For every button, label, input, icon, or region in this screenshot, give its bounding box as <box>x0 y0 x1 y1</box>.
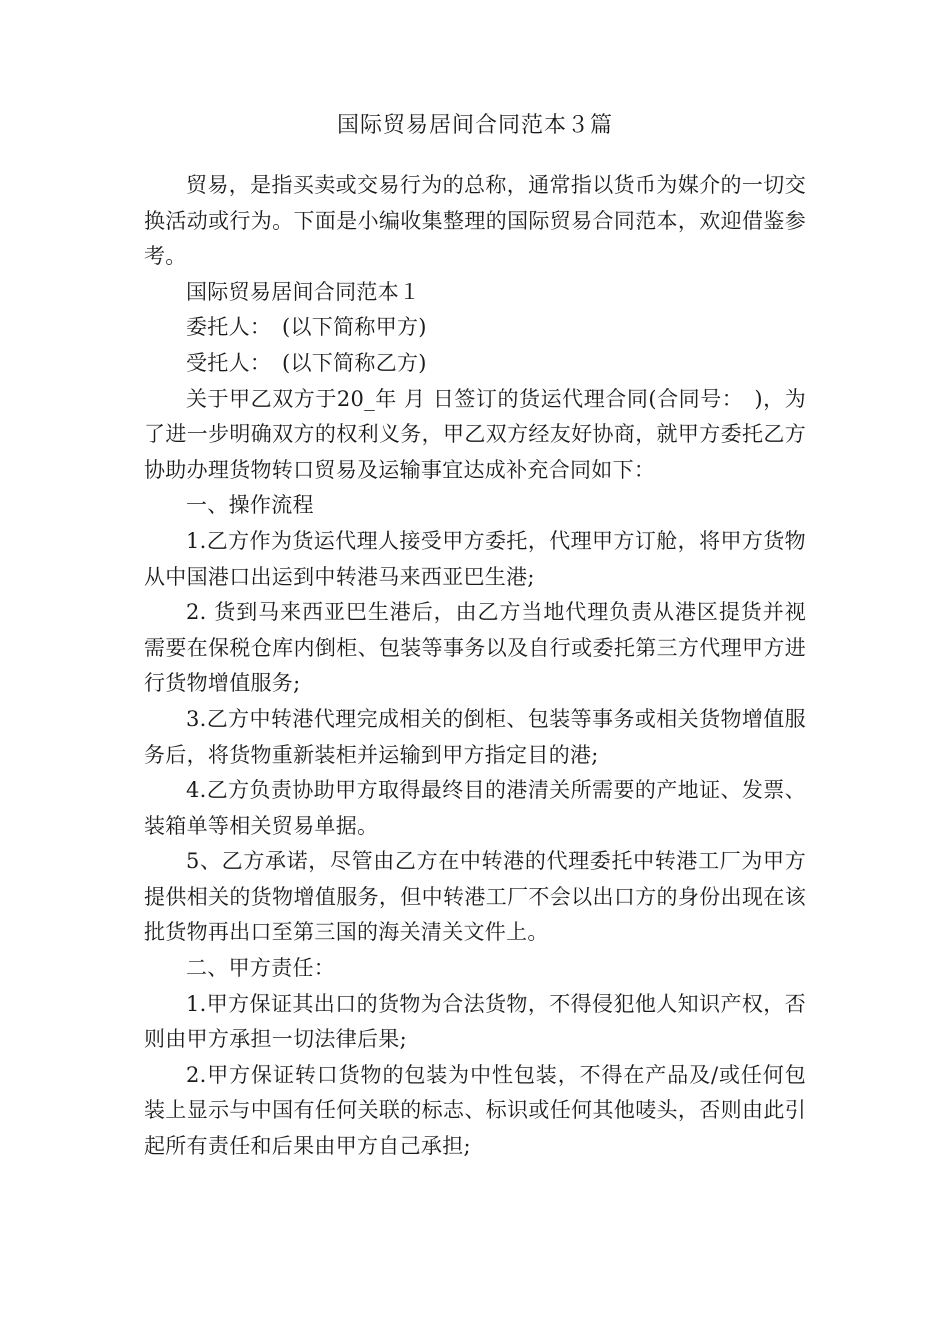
document-title: 国际贸易居间合同范本３篇 <box>336 113 613 138</box>
paragraph-procedure-1: 1.乙方作为货运代理人接受甲方委托，代理甲方订舱，将甲方货物从中国港口出运到中转港马来西亚巴生港; <box>144 528 806 589</box>
paragraph-procedure-3: 3.乙方中转港代理完成相关的倒柜、包装等事务或相关货物增值服务后，将货物重新装柜并运输到甲方指定目的港; <box>144 706 806 767</box>
paragraph-procedure-4: 4.乙方负责协助甲方取得最终目的港清关所需要的产地证、发票、装箱单等相关贸易单据。 <box>144 778 806 838</box>
paragraph-party-a-2: 2.甲方保证转口货物的包装为中性包装，不得在产品及/或任何包装上显示与中国有任何关联的标志、标识或任何其他唛头，否则由此引起所有责任和后果由甲方自己承担; <box>144 1062 806 1159</box>
paragraph-procedure-2: 2. 货到马来西亚巴生港后，由乙方当地代理负责从港区提货并视需要在保税仓库内倒柜、包装等事务以及自行或委托第三方代理甲方进行货物增值服务; <box>144 600 806 696</box>
paragraph-preamble: 关于甲乙双方于20_年 月 日签订的货运代理合同(合同号： )，为了进一步明确双方的权利义务，甲乙双方经友好协商，就甲方委托乙方协助办理货物转口贸易及运输事宜达成补充合同如下： <box>144 386 806 482</box>
paragraph-procedure-5: 5、乙方承诺，尽管由乙方在中转港的代理委托中转港工厂为甲方提供相关的货物增值服务，但中转港工厂不会以出口方的身份出现在该批货物再出口至第三国的海关清关文件上。 <box>144 849 806 945</box>
paragraph-party-a-1: 1.甲方保证其出口的货物为合法货物，不得侵犯他人知识产权，否则由甲方承担一切法律后果; <box>144 991 806 1052</box>
section-heading-procedure: 一、操作流程 <box>186 493 314 518</box>
paragraph-intro: 贸易，是指买卖或交易行为的总称，通常指以货币为媒介的一切交换活动或行为。下面是小编收集整理的国际贸易合同范本，欢迎借鉴参考。 <box>144 173 806 269</box>
section-heading-party-a: 二、甲方责任： <box>186 956 336 981</box>
paragraph-agent: 受托人： (以下简称乙方) <box>186 350 427 375</box>
paragraph-principal: 委托人： (以下简称甲方) <box>186 315 427 340</box>
document-page <box>144 108 806 1165</box>
paragraph-contract-heading: 国际贸易居间合同范本１ <box>186 279 421 304</box>
